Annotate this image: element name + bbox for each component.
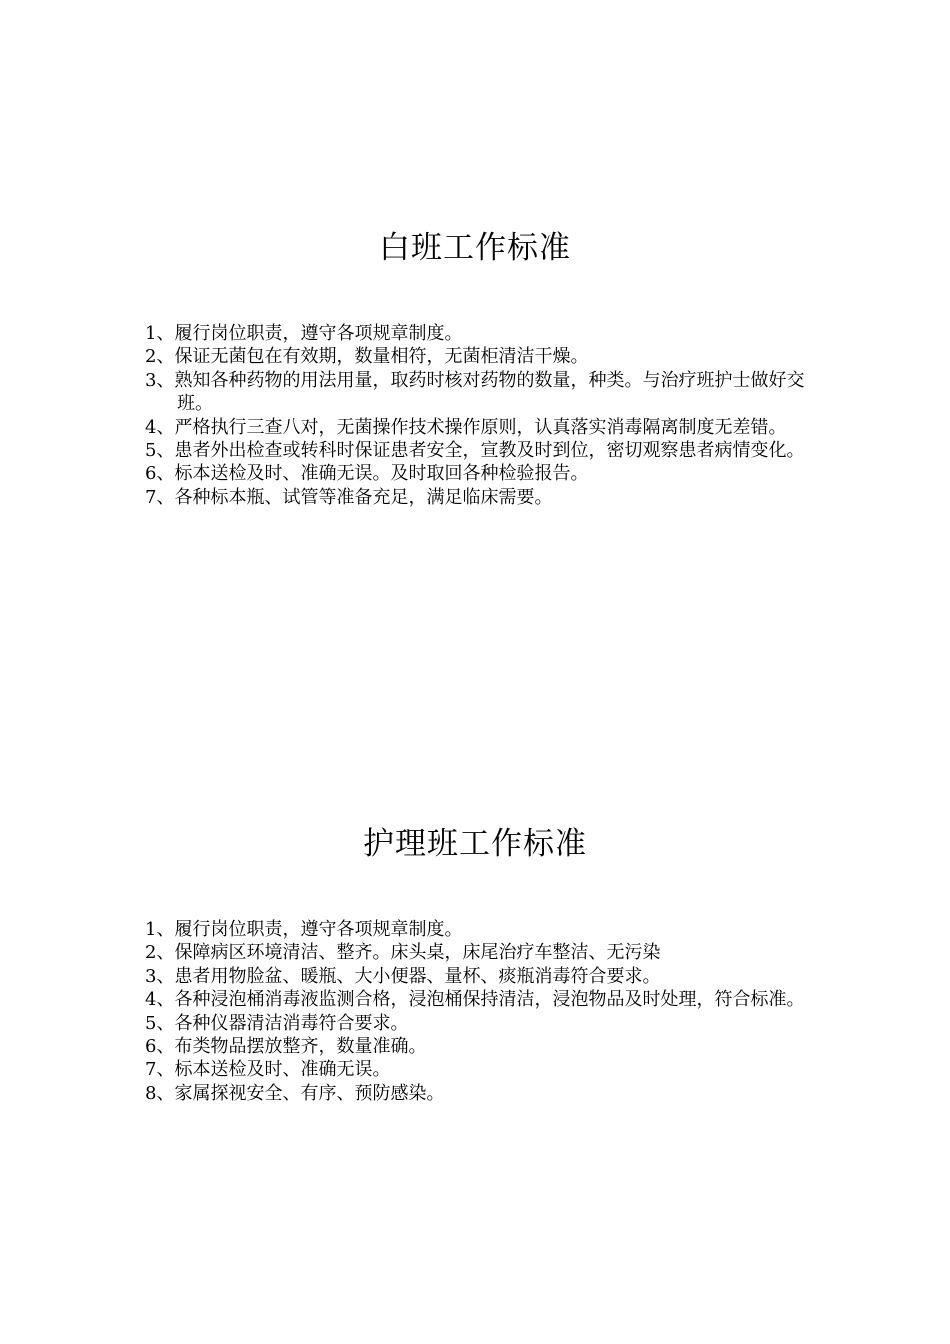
list-item: 7、标本送检及时、准确无误。 xyxy=(145,1059,391,1081)
list-item: 1、履行岗位职责，遵守各项规章制度。 xyxy=(145,919,463,940)
list-item: 2、保证无菌包在有效期，数量相符，无菌柜清洁干燥。 xyxy=(145,346,589,368)
nursing-shift-section xyxy=(0,820,950,1104)
list-item: 4、严格执行三查八对，无菌操作技术操作原则，认真落实消毒隔离制度无差错。 xyxy=(145,416,787,438)
list-item: 3、患者用物脸盆、暖瓶、大小便器、量杯、痰瓶消毒符合要求。 xyxy=(145,965,661,987)
list-item: 3、熟知各种药物的用法用量，取药时核对药物的数量，种类。与治疗班护士做好交班。 xyxy=(145,369,805,415)
list-item: 6、标本送检及时、准确无误。及时取回各种检验报告。 xyxy=(145,463,589,485)
list-item: 5、各种仪器清洁消毒符合要求。 xyxy=(145,1012,409,1034)
nursing-shift-title: 护理班工作标准 xyxy=(363,826,587,862)
list-item: 4、各种浸泡桶消毒液监测合格，浸泡桶保持清洁，浸泡物品及时处理，符合标准。 xyxy=(145,989,805,1011)
list-item: 6、布类物品摆放整齐，数量准确。 xyxy=(145,1036,427,1058)
day-shift-list xyxy=(145,322,825,509)
list-item: 1、履行岗位职责，遵守各项规章制度。 xyxy=(145,323,463,344)
day-shift-title: 白班工作标准 xyxy=(379,230,571,266)
list-item: 5、患者外出检查或转科时保证患者安全，宣教及时到位，密切观察患者病情变化。 xyxy=(145,440,805,462)
nursing-shift-list xyxy=(145,918,825,1105)
list-item: 2、保障病区环境清洁、整齐。床头桌，床尾治疗车整洁、无污染 xyxy=(145,942,661,964)
list-item: 7、各种标本瓶、试管等准备充足，满足临床需要。 xyxy=(145,486,553,508)
list-item: 8、家属探视安全、有序、预防感染。 xyxy=(145,1082,445,1104)
day-shift-section xyxy=(0,224,950,508)
